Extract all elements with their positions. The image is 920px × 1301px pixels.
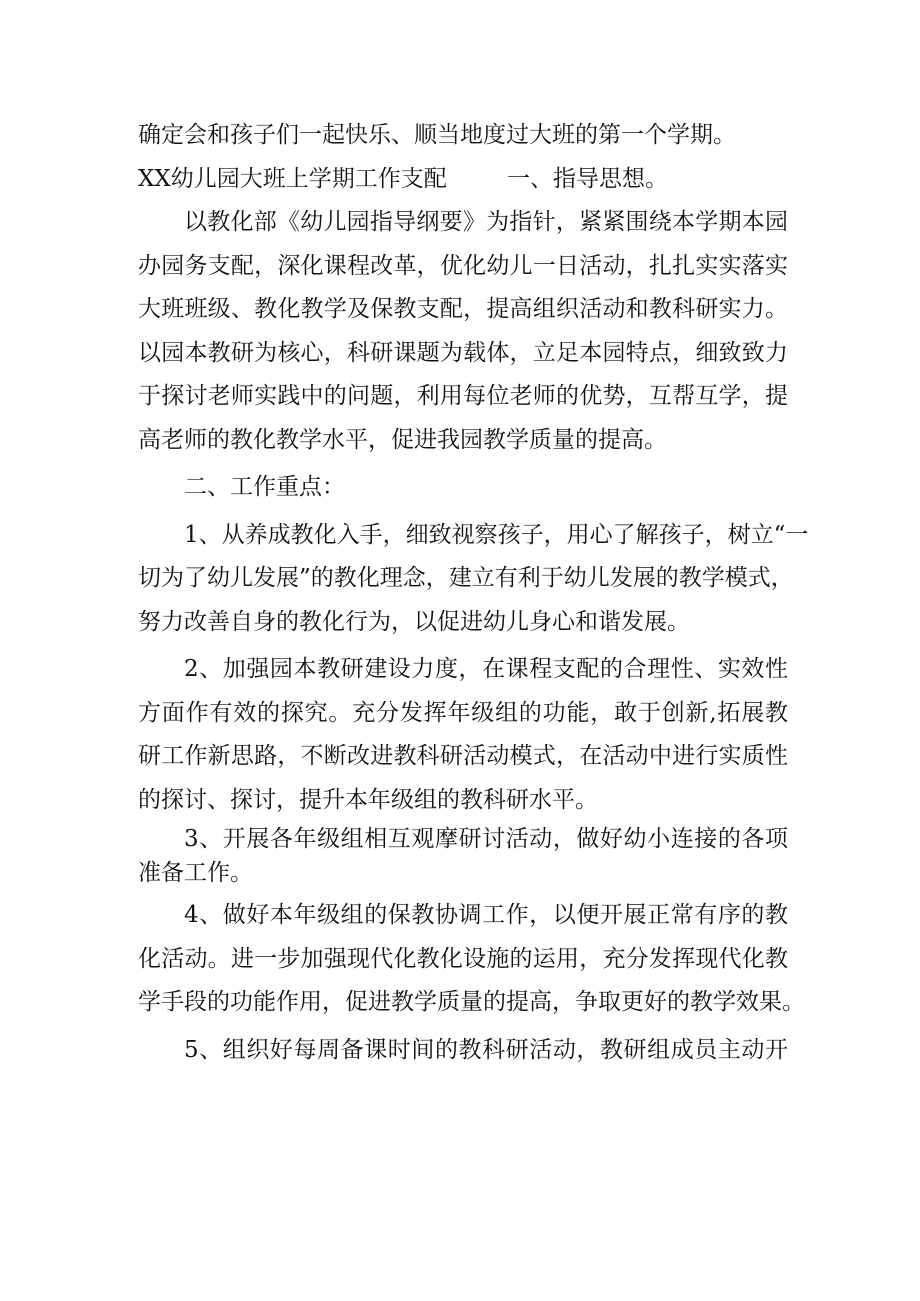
text-line: 4、做好本年级组的保教协调工作，以便开展正常有序的教 — [184, 902, 788, 928]
list-item-4 — [138, 894, 805, 1025]
section-heading-1: 一、指导思想。 — [507, 165, 668, 192]
text-line: 于探讨老师实践中的问题，利用每位老师的优势，互帮互学，提 — [138, 383, 788, 409]
document-title: XX幼儿园大班上学期工作支配 — [138, 165, 447, 192]
text-line: 5、组织好每周备课时间的教科研活动，教研组成员主动开 — [184, 1036, 788, 1063]
text-line: 的探讨、探讨，提升本年级组的教科研水平。 — [138, 786, 598, 813]
text-line: 以教化部《幼儿园指导纲要》为指针，紧紧围绕本学期本园 — [184, 209, 788, 235]
paragraph-guiding-thought — [138, 201, 788, 462]
text-line: 学手段的功能作用，促进教学质量的提高，争取更好的教学效果。 — [138, 989, 805, 1015]
list-item-5 — [138, 1029, 788, 1073]
list-item-2 — [138, 648, 788, 822]
text-line: 准备工作。 — [138, 860, 253, 886]
text-line: 3、开展各年级组相互观摩研讨活动，做好幼小连接的各项 — [184, 826, 788, 852]
text-line: 方面作有效的探究。充分发挥年级组的功能，敢于创新,拓展教 — [138, 699, 788, 726]
text-line: 努力改善自身的教化行为，以促进幼儿身心和谐发展。 — [138, 608, 690, 635]
list-item-3 — [138, 822, 788, 890]
document-page — [138, 114, 809, 1072]
text-line: 1、从养成教化入手，细致视察孩子，用心了解孩子，树立“一 — [184, 521, 809, 548]
text-line: 确定会和孩子们一起快乐、顺当地度过大班的第一个学期。 — [138, 122, 736, 148]
text-line: 2、加强园本教研建设力度，在课程支配的合理性、实效性 — [184, 656, 788, 682]
text-line: 研工作新思路，不断改进教科研活动模式，在活动中进行实质性 — [138, 743, 788, 769]
list-item-1 — [138, 514, 809, 645]
text-line: 办园务支配，深化课程改革，优化幼儿一日活动，扎扎实实落实 — [138, 252, 788, 279]
text-line: 高老师的教化教学水平，促进我园教学质量的提高。 — [138, 426, 667, 453]
text-line: 以园本教研为核心，科研课题为载体，立足本园特点，细致致力 — [138, 339, 788, 366]
text-line: 大班班级、教化教学及保教支配，提高组织活动和教科研实力。 — [138, 296, 788, 322]
section-heading-2: 二、工作重点： — [184, 474, 345, 500]
title-row — [138, 158, 788, 202]
text-line: 化活动。进一步加强现代化教化设施的运用，充分发挥现代化教 — [138, 945, 788, 972]
text-line: 切为了幼儿发展”的教化理念，建立有利于幼儿发展的教学模式， — [138, 565, 794, 591]
